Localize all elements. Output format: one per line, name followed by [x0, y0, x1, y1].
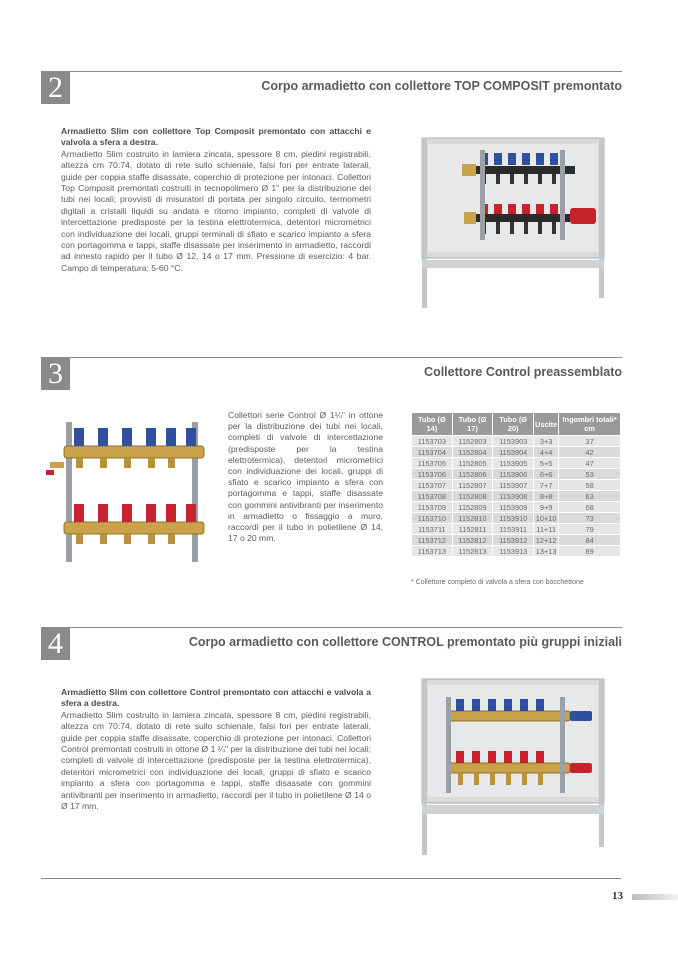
spec-col-header: Tubo (Ø 17)	[452, 413, 493, 436]
table-cell: 1153711	[412, 524, 453, 535]
table-row	[412, 491, 621, 502]
table-cell: 1153911	[493, 524, 534, 535]
table-cell: 1153705	[412, 458, 453, 469]
spec-table-body	[412, 436, 621, 557]
table-row	[412, 546, 621, 557]
control-cabinet-photo	[420, 677, 610, 857]
table-cell: 1153904	[493, 447, 534, 458]
table-cell: 58	[559, 480, 621, 491]
table-row	[412, 480, 621, 491]
table-cell: 1153709	[412, 502, 453, 513]
table-row	[412, 513, 621, 524]
table-cell: 1153903	[493, 436, 534, 447]
table-cell: 1153910	[493, 513, 534, 524]
spec-table-header	[412, 413, 621, 436]
table-cell: 1152810	[452, 513, 493, 524]
table-cell: 68	[559, 502, 621, 513]
table-cell: 1153713	[412, 546, 453, 557]
section-2-lead: Armadietto Slim con collettore Top Composit premontato con attacchi e valvola a sfera a destra.	[61, 126, 371, 148]
table-cell: 1153708	[412, 491, 453, 502]
table-row	[412, 458, 621, 469]
table-cell: 1153909	[493, 502, 534, 513]
table-cell: 1153706	[412, 469, 453, 480]
table-cell: 1153704	[412, 447, 453, 458]
section-2-body: Armadietto Slim costruito in lamiera zincata, spessore 8 cm, piedini registrabili, altezza cm 70:74, dotato di rete sullo schienale, falsi fori per entrate laterali, guide per coppia staffe disassate, coperchio di protezione per intonaci. Collettori Top Composit premontati costruiti in tecnopolimero Ø 1" per la distribuzione dei tubi nei locali; provvisti di misuratori di portata per singolo circuito, termometri digitali a cristalli liquidi su andata e ritorno impianto, completi di valvole di intercettazione predisposte per la testina elettrotermica, detentori micrometrici con individuazione dei locali, gruppi terminali di sfiato e scarico impianto a sfera con portagomma e tappi, staffe disassate per inserimento in armadietto, raccordi ad innesto rapido per il tubo Ø 12, 14 o 17 mm. Pressione di esercizio: 4 bar. Campo di temperatura: 5-60 °C.	[61, 148, 371, 273]
table-cell: 84	[559, 535, 621, 546]
table-cell: 63	[559, 491, 621, 502]
page-number: 13	[612, 890, 623, 902]
table-row	[412, 502, 621, 513]
top-composit-cabinet-photo	[420, 136, 610, 311]
table-cell: 47	[559, 458, 621, 469]
table-cell: 7+7	[534, 480, 559, 491]
spec-col-header: Uscite	[534, 413, 559, 436]
table-cell: 1153906	[493, 469, 534, 480]
table-cell: 13+13	[534, 546, 559, 557]
table-cell: 1152813	[452, 546, 493, 557]
table-cell: 1152812	[452, 535, 493, 546]
section-4-lead: Armadietto Slim con collettore Control premontato con attacchi e valvola a sfera a destra.	[61, 687, 371, 709]
section-3-text: Collettori serie Control Ø 1¼" in ottone per la distribuzione dei tubi nei locali, completi di valvole di intercettazione (predisposte per la testina elettrotermica), detentori micrometrici con individuazione dei locali, gruppi di sfiato e scarico impianto a sfera con portagomma e tappi, staffe disassate con gommini antivibranti per inserimento in armadietto o fissaggio a muro, raccordi per il tubo in polietilene Ø 14, 17 o 20 mm.	[228, 410, 383, 544]
section-4-rule	[70, 627, 622, 628]
table-cell: 1153712	[412, 535, 453, 546]
section-2-number: 2	[41, 71, 70, 104]
control-manifold-photo	[42, 418, 212, 566]
table-cell: 89	[559, 546, 621, 557]
spec-col-header: Tubo (Ø 14)	[412, 413, 453, 436]
bottom-rule	[41, 878, 621, 879]
table-cell: 1153710	[412, 513, 453, 524]
table-cell: 79	[559, 524, 621, 535]
table-cell: 9+9	[534, 502, 559, 513]
section-4-number: 4	[41, 627, 70, 660]
section-2-rule	[70, 71, 622, 72]
table-row	[412, 469, 621, 480]
table-cell: 1152803	[452, 436, 493, 447]
table-cell: 1152809	[452, 502, 493, 513]
table-cell: 1152805	[452, 458, 493, 469]
table-cell: 1153907	[493, 480, 534, 491]
table-cell: 1153703	[412, 436, 453, 447]
section-4-text	[61, 687, 371, 812]
table-cell: 4+4	[534, 447, 559, 458]
table-cell: 10+10	[534, 513, 559, 524]
table-cell: 42	[559, 447, 621, 458]
table-row	[412, 524, 621, 535]
section-3-title: Collettore Control preassemblato	[424, 365, 622, 379]
table-row	[412, 436, 621, 447]
table-cell: 1153905	[493, 458, 534, 469]
table-cell: 73	[559, 513, 621, 524]
spec-col-header: Tubo (Ø 20)	[493, 413, 534, 436]
spec-table	[411, 412, 621, 557]
table-cell: 1152806	[452, 469, 493, 480]
section-3-rule	[70, 357, 622, 358]
table-cell: 1153707	[412, 480, 453, 491]
table-cell: 3+3	[534, 436, 559, 447]
table-cell: 5+5	[534, 458, 559, 469]
table-row	[412, 447, 621, 458]
table-cell: 1153908	[493, 491, 534, 502]
table-row	[412, 535, 621, 546]
table-cell: 1152807	[452, 480, 493, 491]
table-cell: 11+11	[534, 524, 559, 535]
table-cell: 1152804	[452, 447, 493, 458]
section-2-title: Corpo armadietto con collettore TOP COMPOSIT premontato	[261, 79, 622, 93]
section-2-text	[61, 126, 371, 274]
spec-col-header: Ingombri totali* cm	[559, 413, 621, 436]
section-4-title: Corpo armadietto con collettore CONTROL premontato più gruppi iniziali	[188, 635, 622, 649]
table-cell: 8+8	[534, 491, 559, 502]
table-cell: 1152808	[452, 491, 493, 502]
table-cell: 6+6	[534, 469, 559, 480]
section-3-number: 3	[41, 357, 70, 390]
table-cell: 1153912	[493, 535, 534, 546]
table-cell: 53	[559, 469, 621, 480]
table-cell: 1153913	[493, 546, 534, 557]
table-cell: 37	[559, 436, 621, 447]
spec-table-footnote: * Collettore completo di valvola a sfera con bocchettone	[411, 579, 584, 586]
page-number-bar	[632, 894, 678, 900]
table-cell: 12+12	[534, 535, 559, 546]
table-cell: 1152811	[452, 524, 493, 535]
section-4-body: Armadietto Slim costruito in lamiera zincata, spessore 8 cm, piedini registrabili, altezza cm 70:74, dotato di rete sullo schienale, falsi fori per entrate laterali, guide per coppia staffe disassate, coperchio di protezione per intonaci. Collettori Control premontati costruiti in ottone Ø 1 ¼" per la distribuzione dei tubi nei locali; completi di valvole di intercettazione (predisposte per la testina elettrotermica), detentori micrometrici con individuazione dei locali, gruppi di sfiato e scarico impianto a sfera con portagomma e tappi, staffe disassate con gommini antivibranti per inserimento in armadietto, raccordi per il tubo in polietilene Ø 14 o Ø 17 mm.	[61, 709, 371, 812]
